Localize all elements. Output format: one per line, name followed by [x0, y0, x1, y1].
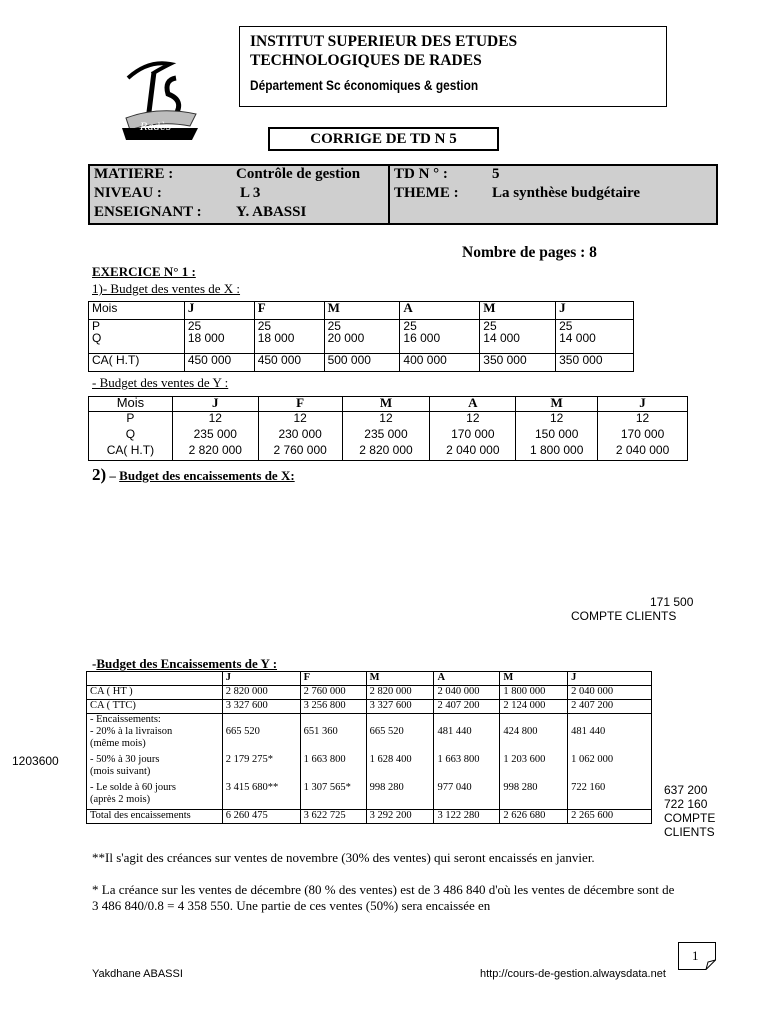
note-paragraph-2: * La créance sur les ventes de décembre (80 % des ventes) est de 3 486 840 d'où les ventes de décembre sont de 3 486 840/0.8 = 4 358 550. Une partie de ces ventes (50%) sera encaissée en — [92, 882, 675, 913]
table-cell: 2 407 200 — [434, 700, 500, 714]
table-cell: 350 000 — [480, 354, 556, 372]
table-cell: 25 14 000 — [556, 320, 634, 354]
table-cell: 350 000 — [556, 354, 634, 372]
matiere-label: MATIERE : — [94, 166, 174, 182]
section-encaissements-x: 2) – Budget des encaissements de X: — [92, 465, 295, 484]
row-label: P Q CA( H.T) — [89, 412, 173, 461]
td-label: TD N ° : — [394, 166, 448, 182]
table-cell: 400 000 — [400, 354, 480, 372]
td-value: 5 — [492, 166, 500, 182]
table-cell: 25 18 000 — [184, 320, 254, 354]
row-label: CA ( HT ) — [87, 686, 223, 700]
course-info-box — [88, 164, 718, 225]
table-cell: 25 18 000 — [254, 320, 324, 354]
table-row — [87, 672, 652, 686]
table-cell: 450 000 — [254, 354, 324, 372]
table-cell: 2 040 000 — [568, 686, 652, 700]
header-cell: J — [184, 302, 254, 320]
matiere-value: Contrôle de gestion — [236, 166, 361, 182]
exercise-title: EXERCICE N° 1 : — [92, 264, 196, 279]
section-budget-y: - Budget des ventes de Y : — [92, 375, 229, 390]
table-cell: 2 626 680 — [500, 810, 568, 824]
table-cell: 12 150 000 1 800 000 — [516, 412, 598, 461]
table-cell: 3 292 200 — [366, 810, 434, 824]
table-cell: 1 800 000 — [500, 686, 568, 700]
institute-line2: TECHNOLOGIQUES DE RADES — [250, 52, 482, 69]
table-cell: 12 170 000 2 040 000 — [598, 412, 688, 461]
header-cell: Mois — [89, 302, 185, 320]
header-cell: J — [172, 397, 258, 412]
encaissements-y-table — [86, 671, 652, 824]
page-number: 1 — [692, 948, 699, 963]
page-count: Nombre de pages : 8 — [462, 244, 597, 261]
table-row — [87, 686, 652, 700]
enseignant-label: ENSEIGNANT : — [94, 204, 202, 220]
table-row — [87, 810, 652, 824]
header-cell: Mois — [89, 397, 173, 412]
table-cell: 481 440 1 663 800 977 040 — [434, 714, 500, 810]
institute-box — [239, 26, 667, 107]
header-cell: M — [342, 397, 430, 412]
header-cell — [87, 672, 223, 686]
table-row — [89, 320, 634, 354]
document-title: CORRIGE DE TD N 5 — [268, 127, 499, 151]
department-name: Département Sc économiques & gestion — [250, 77, 479, 93]
enseignant-value: Y. ABASSI — [236, 204, 307, 220]
table-cell: 2 040 000 — [434, 686, 500, 700]
theme-value: La synthèse budgétaire — [492, 185, 641, 201]
header-cell: F — [258, 397, 342, 412]
table-cell: 3 327 600 — [222, 700, 300, 714]
header-cell: F — [254, 302, 324, 320]
header-cell: A — [434, 672, 500, 686]
header-cell: A — [400, 302, 480, 320]
row-label: Total des encaissements — [87, 810, 223, 824]
header-cell: F — [300, 672, 366, 686]
table-cell: 3 256 800 — [300, 700, 366, 714]
section-encaissements-y: -Budget des Encaissements de Y : — [92, 656, 278, 671]
table-row — [87, 714, 652, 810]
right-label-clients: CLIENTS — [664, 825, 715, 839]
table-row — [87, 700, 652, 714]
compte-clients-label: COMPTE CLIENTS — [571, 609, 677, 623]
table-cell: 2 124 000 — [500, 700, 568, 714]
table-cell: 2 760 000 — [300, 686, 366, 700]
row-label: - Encaissements: - 20% à la livraison (même mois) - 50% à 30 jours (mois suivant) - Le solde à 60 jours (après 2 mois) — [87, 714, 223, 810]
header-cell: J — [222, 672, 300, 686]
institute-logo — [118, 48, 202, 146]
table-cell: 25 20 000 — [324, 320, 400, 354]
note-paragraph-1: **Il s'agit des créances sur ventes de novembre (30% des ventes) qui seront encaissés en janvier. — [92, 850, 595, 865]
institute-line1: INSTITUT SUPERIEUR DES ETUDES — [250, 33, 518, 50]
header-cell: M — [516, 397, 598, 412]
table-row — [89, 354, 634, 372]
table-cell: 2 820 000 — [222, 686, 300, 700]
section-budget-x: 1)- Budget des ventes de X : — [92, 281, 241, 296]
table-cell: 3 327 600 — [366, 700, 434, 714]
table-cell: 481 440 1 062 000 722 160 — [568, 714, 652, 810]
logo-text: Radès — [140, 122, 172, 133]
header-cell: A — [430, 397, 516, 412]
table-cell: 25 14 000 — [480, 320, 556, 354]
header-cell: J — [568, 672, 652, 686]
table-row — [89, 397, 688, 412]
table-cell: 450 000 — [184, 354, 254, 372]
table-cell: 424 800 1 203 600 998 280 — [500, 714, 568, 810]
niveau-label: NIVEAU : — [94, 185, 162, 201]
footer-url: http://cours-de-gestion.alwaysdata.net — [480, 968, 666, 980]
right-value-1: 637 200 — [664, 783, 708, 797]
table-cell: 25 16 000 — [400, 320, 480, 354]
table-cell: 651 360 1 663 800 1 307 565* — [300, 714, 366, 810]
row-label: CA ( TTC) — [87, 700, 223, 714]
niveau-value: L 3 — [240, 185, 261, 201]
table-cell: 2 820 000 — [366, 686, 434, 700]
page-number-box — [678, 942, 716, 970]
header-cell: M — [366, 672, 434, 686]
header-cell: J — [556, 302, 634, 320]
header-cell: M — [480, 302, 556, 320]
compte-clients-value: 171 500 — [650, 595, 694, 609]
table-cell: 665 520 2 179 275* 3 415 680** — [222, 714, 300, 810]
table-cell: 12 230 000 2 760 000 — [258, 412, 342, 461]
header-cell: M — [500, 672, 568, 686]
right-value-2: 722 160 — [664, 797, 708, 811]
table-cell: 12 235 000 2 820 000 — [172, 412, 258, 461]
table-row — [89, 302, 634, 320]
table-cell: 3 122 280 — [434, 810, 500, 824]
row-label: P Q — [89, 320, 185, 354]
sales-budget-y-table — [88, 396, 688, 461]
sales-budget-x-table — [88, 301, 634, 372]
table-cell: 3 622 725 — [300, 810, 366, 824]
header-cell: J — [598, 397, 688, 412]
theme-label: THEME : — [394, 185, 459, 201]
info-separator — [388, 166, 390, 223]
table-cell: 500 000 — [324, 354, 400, 372]
table-cell: 665 520 1 628 400 998 280 — [366, 714, 434, 810]
table-cell: 12 235 000 2 820 000 — [342, 412, 430, 461]
table-cell: 2 265 600 — [568, 810, 652, 824]
table-cell: 12 170 000 2 040 000 — [430, 412, 516, 461]
header-cell: M — [324, 302, 400, 320]
row-label: CA( H.T) — [89, 354, 185, 372]
table-cell: 2 407 200 — [568, 700, 652, 714]
footer-author: Yakdhane ABASSI — [92, 968, 183, 980]
left-margin-value: 1203600 — [12, 754, 59, 768]
table-cell: 6 260 475 — [222, 810, 300, 824]
table-row — [89, 412, 688, 461]
right-label-compte: COMPTE — [664, 811, 716, 825]
